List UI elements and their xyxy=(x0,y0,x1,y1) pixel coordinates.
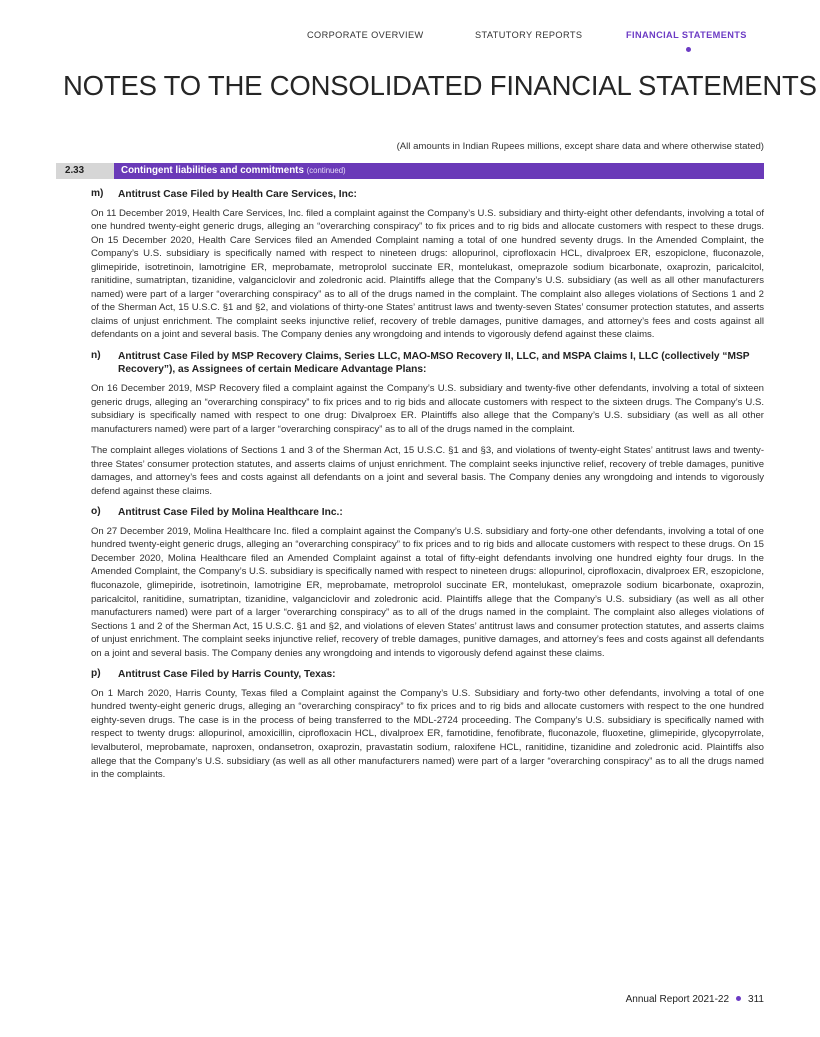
case-letter: n) xyxy=(91,349,101,361)
case-o xyxy=(91,506,764,660)
section-title: Contingent liabilities and commitments xyxy=(121,165,304,176)
case-title: Antitrust Case Filed by Health Care Services, Inc: xyxy=(118,189,357,200)
case-letter: o) xyxy=(91,506,101,518)
case-title: Antitrust Case Filed by Harris County, Texas: xyxy=(118,669,336,681)
case-paragraph: The complaint alleges violations of Sections 1 and 3 of the Sherman Act, 15 U.S.C. §1 and §3, and violations of twenty-eight States’ antitrust laws and twenty-three States’ consumer protection statutes, and asserts claims of unjust enrichment. The complaint seeks injunctive relief, recovery of treble damages, punitive damages, and attorney’s fees and costs against all defendants on a joint and several basis. The Company denies any wrongdoing and intends to vigorously defend against these claims. xyxy=(91,445,764,497)
case-title: Antitrust Case Filed by MSP Recovery Claims, Series LLC, MAO-MSO Recovery II, LLC, and MSPA Claims I, LLC (collectively “MSP Recovery”), as Assignees of certain Medicare Advantage Plans: xyxy=(118,350,750,376)
case-m xyxy=(91,188,764,342)
case-heading xyxy=(91,350,764,377)
case-heading xyxy=(91,668,764,682)
page-footer xyxy=(626,994,764,1005)
footer-dot-icon xyxy=(736,996,741,1001)
footer-label: Annual Report 2021-22 xyxy=(625,994,730,1005)
section-number: 2.33 xyxy=(56,163,114,179)
nav-financial-statements[interactable]: FINANCIAL STATEMENTS xyxy=(626,30,747,40)
amounts-note: (All amounts in Indian Rupees millions, except share data and where otherwise stated) xyxy=(396,141,764,152)
case-paragraph: On 27 December 2019, Molina Healthcare Inc. filed a complaint against the Company’s U.S. subsidiary and forty-one other defendants, involving a total of one hundred twenty-eight generic drugs, alleging an “overarching conspiracy” to fix prices and to rig bids and allocate customers with respect to these drugs. On 15 December 2020, Molina Healthcare filed an Amended Complaint against a total of fifty-eight defendants involving one hundred eighty four drugs. In the Amended Complaint, the Company’s U.S. subsidiary is specifically named with respect to nineteen drugs: allopurinol, ciprofloxacin, divalproex ER, eszopiclone, fluconazole, glimepiride, isotretinoin, lamotrigine ER, meprobamate, metroprolol succinate ER, montelukast, omeprazole sodium bicarbonate, oxaprozin, paricalcitol, ranitidine, sumatriptan, tizanidine, valganciclovir and zoledronic acid. Plaintiffs allege that the Company’s U.S. subsidiary (as well as all other manufacturers named) were part of a larger “overarching conspiracy” as to all of the drugs named in the complaint. The complaint also alleges violations of Sections 1 and 2 of the Sherman Act, 15 U.S.C. §1 and §2, and violations of eleven States’ antitrust laws and consumer protection statutes, and asserts claims of unjust enrichment. The complaint seeks injunctive relief, recovery of treble damages, punitive damages, and attorney’s fees and costs against all defendants on a joint and several basis. The Company denies any wrongdoing and intends to vigorously defend against these claims. xyxy=(91,525,764,659)
case-letter: m) xyxy=(91,188,104,199)
case-letter: p) xyxy=(91,668,101,680)
case-paragraph: On 11 December 2019, Health Care Services, Inc. filed a complaint against the Company’s U.S. subsidiary and thirty-eight other defendants, involving a total of one hundred twenty-eight generic drugs, alleging an “overarching conspiracy” to fix prices and to rig bids and allocate customers with respect to these drugs. On 15 December 2020, Health Care Services filed an Amended Complaint naming a total of one hundred seventy drugs. In the Amended Complaint, the Company’s U.S. subsidiary is specifically named with respect to nineteen drugs: allopurinol, ciprofloxacin HCL, divalproex ER, eszopiclone, fluconazole, glimepiride, isotretinoin, lamotrigine ER, meprobamate, metroprolol succinate ER, montelukast, omeprazole sodium bicarbonate, oxaprozin, paricalcitol, ranitidine, sumatriptan, tizanidine, valganciclovir and zoledronic acid. Plaintiffs allege that the Company’s U.S. subsidiary (as well as all other manufacturers named) were part of a larger “overarching conspiracy” as to all of the drugs named in the complaint. The complaint also alleges violations of Sections 1 and 2 of the Sherman Act, 15 U.S.C. §1 and §2, and violations of thirty-one States’ antitrust laws and twenty-seven States’ consumer protection statutes, and asserts claims of unjust enrichment. The complaint seeks injunctive relief, recovery of treble damages, punitive damages, and attorney’s fees and costs against all defendants on a joint and several basis. The Company denies any wrongdoing and intends to vigorously defend against these claims. xyxy=(91,207,764,341)
case-paragraph: On 16 December 2019, MSP Recovery filed a complaint against the Company’s U.S. subsidiary and twenty-five other defendants, involving a total of sixteen generic drugs, alleging an “overarching conspiracy” to fix prices and to rig bids and allocate customers with respect to the sixteen drugs. The Company’s U.S. subsidiary is specifically named with respect to one drug: Divalproex ER. Plaintiffs also allege that the Company’s U.S. subsidiary (as well as all other manufacturers named) were part of a larger “overarching conspiracy” as to all of the drugs named in the complaint. xyxy=(91,382,764,435)
notes-content xyxy=(91,188,764,790)
case-heading xyxy=(91,188,764,202)
case-title: Antitrust Case Filed by Molina Healthcare Inc.: xyxy=(118,507,343,519)
section-title-bar xyxy=(114,163,764,179)
nav-statutory-reports[interactable]: STATUTORY REPORTS xyxy=(475,30,583,40)
page-number: 311 xyxy=(748,994,764,1005)
section-header xyxy=(56,163,764,179)
top-navigation xyxy=(0,30,820,60)
nav-corporate-overview[interactable]: CORPORATE OVERVIEW xyxy=(307,30,424,40)
section-continued-label: (continued) xyxy=(306,166,346,175)
active-section-indicator xyxy=(686,47,691,52)
case-p xyxy=(91,668,764,781)
page-title: NOTES TO THE CONSOLIDATED FINANCIAL STATEMENTS xyxy=(63,70,817,101)
case-n xyxy=(91,350,764,498)
case-heading xyxy=(91,506,764,520)
case-paragraph: On 1 March 2020, Harris County, Texas filed a Complaint against the Company’s U.S. Subsidiary and forty-two other defendants, involving a total of one hundred twenty-eight generic drugs, alleging an “overarching conspiracy” to fix prices and to rig bids and allocate customers with respect to the one hundred eighty-seven drugs. The case is in the process of being transferred to the MDL-2724 proceeding. The Company’s U.S. subsidiary is specifically named with respect to twenty drugs: allopurinol, amoxicillin, ciprofloxacin HCL, divalproex ER, famotidine, fenofibrate, fluconazole, fluoxetine, glimepiride, glycopyrrolate, levalbuterol, meprobamate, naproxen, ondansetron, oxaprozin, pravastatin sodium, raloxifene HCL, ranitidine, tizanidine and zoledronic acid. Plaintiffs also allege that the Company’s U.S. subsidiary (as well as all other manufacturers named) were part of a larger “overarching conspiracy” as to all the drugs named in the complaints. xyxy=(91,687,764,781)
